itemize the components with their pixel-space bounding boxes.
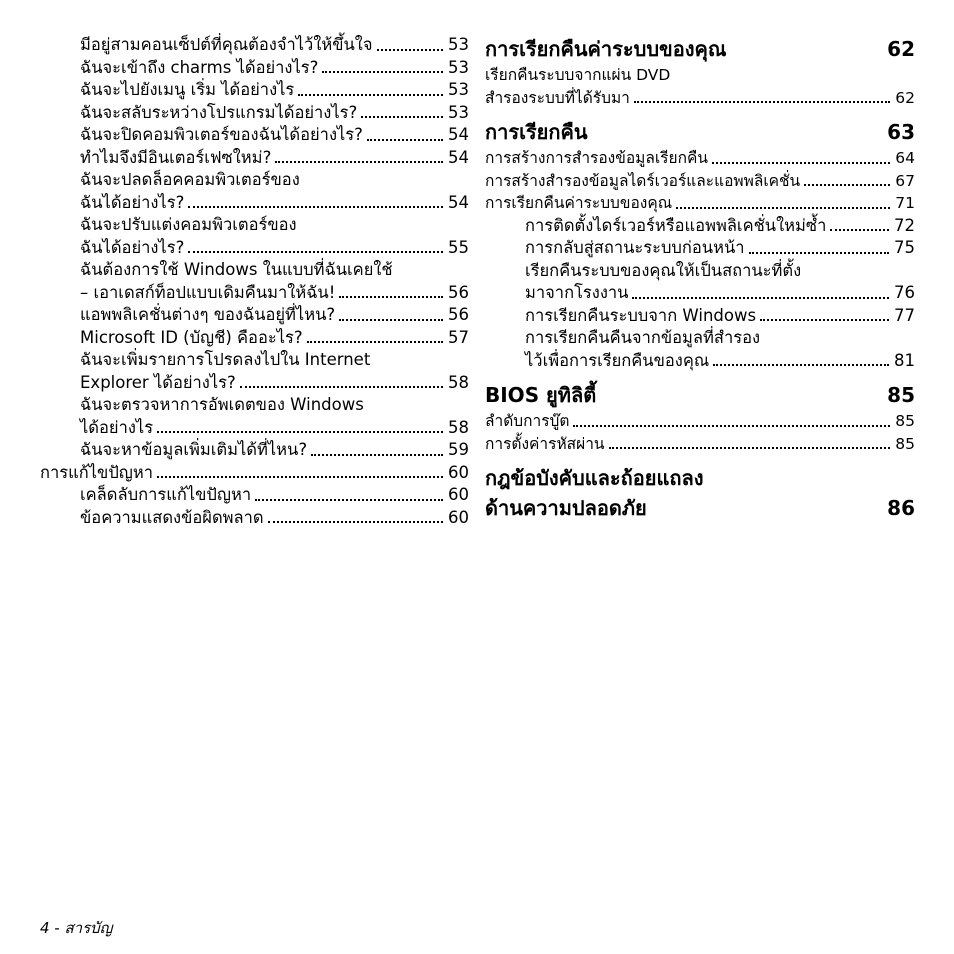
toc-entry[interactable]	[40, 192, 469, 215]
toc-entry-text: ทำไมจึงมีอินเตอร์เฟซใหม่?	[80, 147, 272, 167]
toc-entry-text: มีอยู่สามคอนเซ็ปต์ที่คุณต้องจำไว้ให้ขึ้นใจ	[80, 35, 373, 54]
toc-entry-text: มาจากโรงงาน	[525, 283, 629, 302]
toc-entry[interactable]	[40, 102, 469, 125]
chapter-title: BIOS ยูทิลิตี้	[485, 383, 597, 407]
toc-entry-text: เคล็ดลับการแก้ไขปัญหา	[80, 485, 252, 504]
page-footer: 4 - สารบัญ	[40, 919, 113, 937]
chapter-title: กฎข้อบังคับและถ้อยแถลง	[485, 466, 704, 490]
toc-entry-text: Explorer ได้อย่างไร?	[80, 372, 236, 392]
toc-page-number: 64	[895, 149, 915, 167]
dot-leader	[361, 116, 443, 118]
chapter-heading[interactable]	[485, 34, 915, 64]
dot-leader	[339, 319, 443, 321]
toc-page-number: 54	[448, 192, 469, 212]
dot-leader	[377, 49, 443, 51]
toc-entry[interactable]	[40, 34, 469, 57]
dot-leader	[255, 499, 443, 501]
toc-page-number: 53	[448, 80, 469, 99]
toc-entry[interactable]	[40, 327, 469, 350]
toc-entry[interactable]	[40, 439, 469, 462]
toc-entry[interactable]	[485, 215, 915, 238]
toc-entry[interactable]	[485, 350, 915, 373]
dot-leader	[760, 319, 889, 321]
toc-page-number: 54	[448, 147, 469, 167]
toc-entry-text: สำรองระบบที่ได้รับมา	[485, 88, 630, 107]
chapter-page-number: 63	[887, 120, 915, 144]
dot-leader	[339, 296, 443, 298]
toc-entry[interactable]	[485, 305, 915, 328]
dot-leader	[298, 94, 443, 96]
toc-entry-section[interactable]	[40, 462, 469, 485]
toc-page-number: 60	[448, 507, 469, 527]
toc-page-number: 85	[895, 434, 915, 453]
toc-entry[interactable]	[485, 147, 915, 170]
toc-entry-text: การกลับสู่สถานะระบบก่อนหน้า	[525, 238, 745, 257]
toc-page-number: 55	[448, 237, 469, 257]
toc-page-number: 58	[448, 372, 469, 392]
toc-page-number: 57	[448, 327, 469, 347]
toc-entry[interactable]	[40, 372, 469, 395]
chapter-title: การเรียกคืนค่าระบบของคุณ	[485, 37, 727, 61]
toc-entry-line1[interactable]: ฉันจะเพิ่มรายการโปรดลงไปใน Internet	[80, 350, 371, 369]
toc-entry[interactable]	[40, 57, 469, 80]
toc-entry[interactable]	[40, 507, 469, 530]
toc-entry-line1[interactable]: ฉันจะปลดล็อคคอมพิวเตอร์ของ	[80, 170, 300, 189]
toc-entry[interactable]	[40, 124, 469, 147]
toc-entry-text: ฉันได้อย่างไร?	[80, 237, 185, 257]
toc-entry[interactable]	[40, 282, 469, 305]
toc-entry-text: ฉันจะเข้าถึง charms ได้อย่างไร?	[80, 57, 319, 77]
toc-page-number: 53	[448, 35, 469, 54]
toc-entry-line1[interactable]: ฉันจะปรับแต่งคอมพิวเตอร์ของ	[80, 215, 297, 234]
toc-entry[interactable]	[485, 87, 915, 110]
dot-leader	[712, 162, 890, 164]
toc-entry-line1[interactable]: ฉันจะตรวจหาการอัพเดตของ Windows	[80, 395, 364, 414]
toc-page-number: 81	[894, 350, 915, 370]
dot-leader	[749, 252, 889, 254]
chapter-title: การเรียกคืน	[485, 120, 588, 144]
dot-leader	[157, 476, 443, 478]
toc-entry-text: ข้อความแสดงข้อผิดพลาด	[80, 507, 264, 527]
toc-entry-text: ฉันจะหาข้อมูลเพิ่มเติมได้ที่ไหน?	[80, 440, 308, 459]
dot-leader	[275, 161, 443, 163]
toc-entry[interactable]	[40, 417, 469, 440]
toc-page-number: 75	[894, 238, 915, 257]
toc-entry-text: การติดตั้งไดร์เวอร์หรือแอพพลิเคชั่นใหม่ซ้ำ	[525, 215, 827, 235]
chapter-heading-line1[interactable]	[485, 463, 915, 493]
dot-leader	[634, 101, 890, 103]
dot-leader	[188, 206, 443, 208]
toc-entry-line1[interactable]: ฉันต้องการใช้ Windows ในแบบที่ฉันเคยใช้	[80, 260, 393, 279]
dot-leader	[322, 71, 443, 73]
toc-entry-text: ฉันจะไปยังเมนู เริ่ม ได้อย่างไร	[80, 80, 295, 99]
chapter-title: ด้านความปลอดภัย	[485, 496, 647, 520]
toc-page-number: 62	[895, 88, 915, 107]
chapter-heading[interactable]	[485, 493, 915, 523]
dot-leader	[307, 341, 443, 343]
dot-leader	[573, 425, 890, 427]
toc-page-number: 71	[895, 194, 915, 212]
toc-entry[interactable]	[40, 237, 469, 260]
dot-leader	[632, 297, 889, 299]
toc-entry-text: ได้อย่างไร	[80, 417, 154, 437]
toc-entry[interactable]	[485, 410, 915, 433]
toc-entry[interactable]	[485, 170, 915, 193]
toc-entry-line1[interactable]: การเรียกคืนคืนจากข้อมูลที่สำรอง	[525, 328, 761, 347]
toc-entry-line1[interactable]: เรียกคืนระบบจากแผ่น DVD	[485, 66, 671, 84]
toc-page-number: 72	[894, 215, 915, 235]
toc-page-number: 53	[448, 102, 469, 122]
toc-entry-line1[interactable]: เรียกคืนระบบของคุณให้เป็นสถานะที่ตั้ง	[525, 260, 802, 280]
dot-leader	[713, 364, 889, 366]
dot-leader	[676, 207, 890, 209]
chapter-page-number: 85	[887, 383, 915, 407]
toc-entry[interactable]	[40, 304, 469, 327]
toc-page-number: 60	[448, 485, 469, 504]
toc-page-number: 67	[895, 171, 915, 190]
toc-page-number: 60	[448, 462, 469, 482]
toc-entry[interactable]	[40, 79, 469, 102]
toc-entry[interactable]	[485, 282, 915, 305]
toc-page-number: 56	[448, 305, 469, 324]
chapter-page-number: 86	[887, 496, 915, 520]
dot-leader	[311, 454, 443, 456]
toc-page-number: 76	[894, 283, 915, 302]
dot-leader	[240, 386, 443, 388]
toc-page-number: 59	[448, 440, 469, 459]
toc-page-number: 77	[894, 305, 915, 325]
toc-entry-text: การตั้งค่ารหัสผ่าน	[485, 434, 605, 453]
toc-entry[interactable]	[485, 192, 915, 215]
toc-page-number: 58	[448, 417, 469, 437]
toc-column-left	[40, 34, 469, 529]
toc-page-number: 54	[448, 125, 469, 144]
chapter-heading[interactable]	[485, 380, 915, 410]
toc-entry-text: การสร้างการสำรองข้อมูลเรียกคืน	[485, 149, 708, 167]
toc-entry[interactable]	[40, 147, 469, 170]
toc-entry-text: การเรียกคืนค่าระบบของคุณ	[485, 194, 673, 212]
dot-leader	[268, 521, 443, 523]
dot-leader	[188, 251, 443, 253]
toc-page-number: 53	[448, 57, 469, 77]
toc-entry-text: การสร้างสำรองข้อมูลไดร์เวอร์และแอพพลิเคชั่น	[485, 171, 801, 190]
toc-entry-text: แอพพลิเคชั่นต่างๆ ของฉันอยู่ที่ไหน?	[80, 305, 336, 324]
toc-entry-text: ลำดับการบู๊ต	[485, 412, 570, 430]
toc-column-right	[485, 34, 915, 523]
toc-entry[interactable]	[485, 237, 915, 260]
dot-leader	[367, 139, 443, 141]
toc-entry-text: การแก้ไขปัญหา	[40, 462, 153, 482]
toc-page-number: 85	[895, 412, 915, 430]
toc-entry-text: – เอาเดสก์ท็อปแบบเดิมคืนมาให้ฉัน!	[80, 282, 336, 302]
chapter-heading[interactable]	[485, 117, 915, 147]
toc-entry-text: ฉันจะสลับระหว่างโปรแกรมได้อย่างไร?	[80, 102, 358, 122]
chapter-page-number: 62	[887, 37, 915, 61]
toc-entry-text: การเรียกคืนระบบจาก Windows	[525, 305, 757, 325]
toc-entry[interactable]	[485, 433, 915, 456]
toc-entry-text: ฉันได้อย่างไร?	[80, 192, 185, 212]
dot-leader	[804, 184, 890, 186]
toc-entry-text: ไว้เพื่อการเรียกคืนของคุณ	[525, 350, 710, 370]
toc-entry-text: ฉันจะปิดคอมพิวเตอร์ของฉันได้อย่างไร?	[80, 125, 363, 144]
toc-entry[interactable]	[40, 484, 469, 507]
dot-leader	[609, 447, 891, 449]
toc-page-number: 56	[448, 282, 469, 302]
dot-leader	[830, 229, 889, 231]
dot-leader	[157, 431, 443, 433]
toc-entry-text: Microsoft ID (บัญชี) คืออะไร?	[80, 327, 303, 347]
